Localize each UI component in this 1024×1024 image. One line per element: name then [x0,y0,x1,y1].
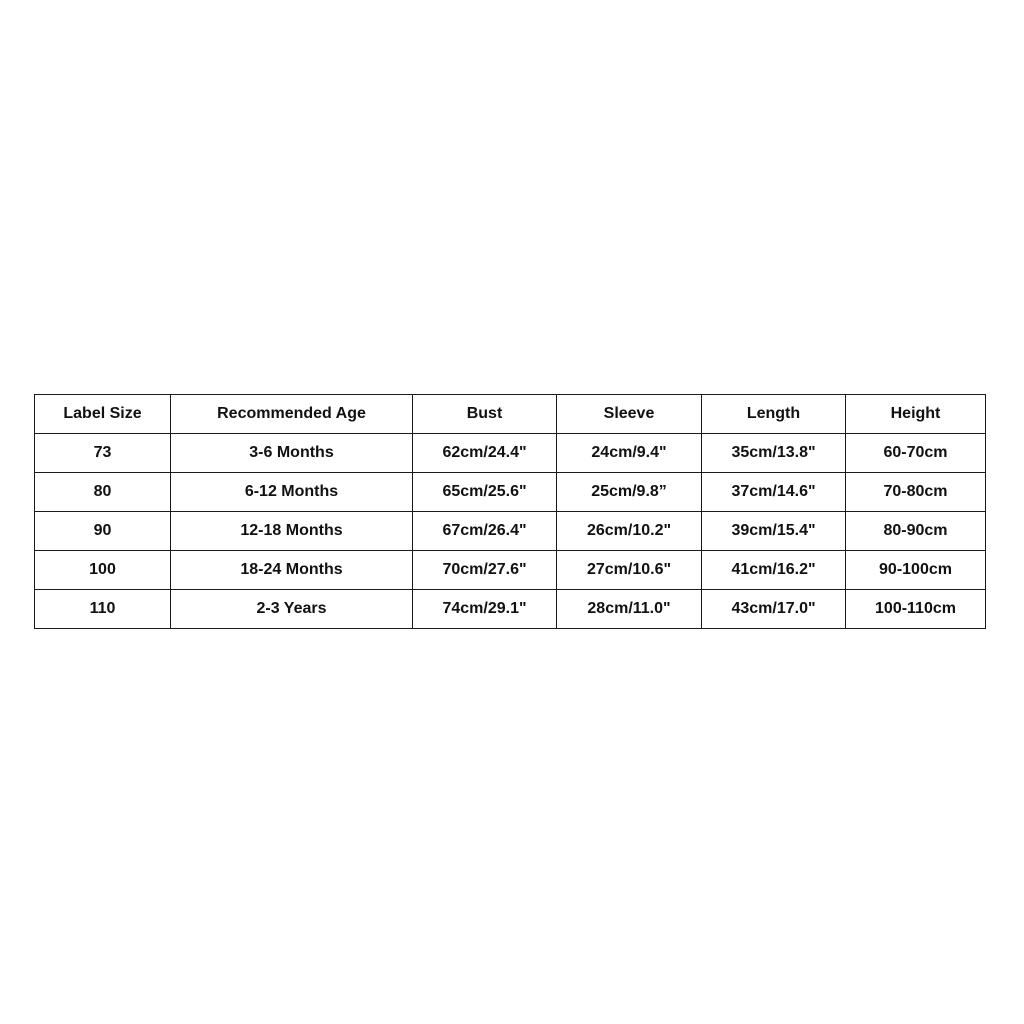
cell-sleeve: 24cm/9.4" [557,434,702,473]
cell-height: 70-80cm [846,473,986,512]
header-height: Height [846,395,986,434]
cell-recommended-age: 6-12 Months [171,473,413,512]
cell-label-size: 80 [35,473,171,512]
cell-label-size: 90 [35,512,171,551]
cell-bust: 74cm/29.1" [413,590,557,629]
cell-height: 100-110cm [846,590,986,629]
cell-length: 35cm/13.8" [702,434,846,473]
cell-recommended-age: 2-3 Years [171,590,413,629]
cell-bust: 65cm/25.6" [413,473,557,512]
cell-length: 43cm/17.0" [702,590,846,629]
cell-sleeve: 26cm/10.2" [557,512,702,551]
cell-label-size: 110 [35,590,171,629]
cell-bust: 62cm/24.4" [413,434,557,473]
cell-recommended-age: 3-6 Months [171,434,413,473]
cell-recommended-age: 12-18 Months [171,512,413,551]
header-row [35,395,986,434]
cell-length: 39cm/15.4" [702,512,846,551]
cell-bust: 70cm/27.6" [413,551,557,590]
table-row [35,590,986,629]
cell-recommended-age: 18-24 Months [171,551,413,590]
cell-height: 80-90cm [846,512,986,551]
header-length: Length [702,395,846,434]
table-row [35,551,986,590]
cell-label-size: 73 [35,434,171,473]
cell-sleeve: 27cm/10.6" [557,551,702,590]
cell-sleeve: 28cm/11.0" [557,590,702,629]
header-sleeve: Sleeve [557,395,702,434]
cell-height: 90-100cm [846,551,986,590]
cell-length: 37cm/14.6" [702,473,846,512]
size-chart-table [34,394,986,629]
header-bust: Bust [413,395,557,434]
header-label-size: Label Size [35,395,171,434]
table-row [35,512,986,551]
cell-bust: 67cm/26.4" [413,512,557,551]
cell-height: 60-70cm [846,434,986,473]
cell-sleeve: 25cm/9.8” [557,473,702,512]
table-row [35,473,986,512]
cell-label-size: 100 [35,551,171,590]
table-row [35,434,986,473]
header-recommended-age: Recommended Age [171,395,413,434]
cell-length: 41cm/16.2" [702,551,846,590]
